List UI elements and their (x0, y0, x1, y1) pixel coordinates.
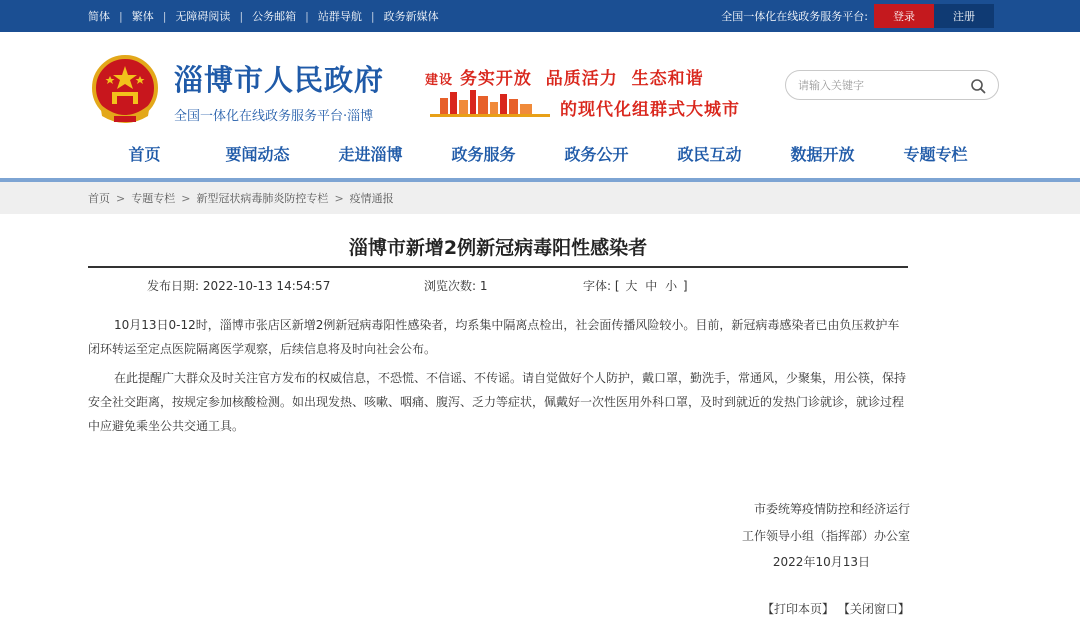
print-button[interactable]: 【打印本页】 (762, 602, 835, 616)
slogan-prefix: 建设 (425, 73, 454, 88)
link-traditional[interactable]: 繁体 (131, 10, 154, 23)
signature-line-1: 市委统筹疫情防控和经济运行 (753, 502, 910, 516)
nav-news[interactable]: 要闻动态 (225, 145, 290, 164)
register-button[interactable]: 注册 (934, 4, 994, 28)
login-button[interactable]: 登录 (874, 4, 934, 28)
national-emblem-icon (90, 54, 160, 128)
slogan-line-2: 的现代化组群式大城市 (560, 100, 740, 120)
title-divider (88, 266, 908, 268)
views-value: 1 (479, 279, 488, 293)
search-input[interactable] (798, 77, 968, 94)
font-label: 字体: (583, 279, 612, 293)
signature-line-2: 工作领导小组（指挥部）办公室 (741, 529, 910, 543)
breadcrumb (88, 190, 394, 206)
font-size-selector (583, 277, 688, 294)
close-window-button[interactable]: 【关闭窗口】 (837, 602, 910, 616)
link-site-navigation[interactable]: 站群导航 (317, 10, 362, 23)
font-bracket-open: [ (614, 279, 620, 293)
separator: | (119, 9, 123, 23)
nav-topics[interactable]: 专题专栏 (903, 145, 968, 164)
city-skyline-icon (430, 88, 550, 118)
site-title[interactable]: 淄博市人民政府 (174, 63, 385, 97)
main-nav (88, 140, 992, 172)
slogan-line-1 (425, 64, 704, 89)
article-title: 淄博市新增2例新冠病毒阳性感染者 (348, 237, 648, 259)
nav-open-data[interactable]: 数据开放 (790, 145, 855, 164)
link-new-media[interactable]: 政务新媒体 (383, 10, 439, 23)
breadcrumb-separator: > (334, 191, 344, 205)
nav-interaction[interactable]: 政民互动 (677, 145, 742, 164)
top-links (88, 0, 439, 32)
nav-services[interactable]: 政务服务 (451, 145, 516, 164)
date-value: 2022-10-13 14:54:57 (202, 279, 331, 293)
site-subtitle: 全国一体化在线政务服务平台·淄博 (174, 109, 374, 124)
search-box[interactable] (785, 70, 999, 100)
article-tools (762, 600, 910, 617)
link-simplified[interactable]: 简体 (88, 10, 110, 23)
font-small-button[interactable]: 小 (665, 279, 678, 293)
platform-label: 全国一体化在线政务服务平台: (721, 10, 868, 23)
link-official-mail[interactable]: 公务邮箱 (252, 10, 297, 23)
nav-about-zibo[interactable]: 走进淄博 (338, 145, 403, 164)
font-medium-button[interactable]: 中 (645, 279, 658, 293)
breadcrumb-epidemic-report[interactable]: 疫情通报 (349, 192, 394, 205)
slogan-part-c: 生态和谐 (631, 69, 704, 89)
signature-date: 2022年10月13日 (772, 555, 870, 569)
view-count (424, 277, 488, 294)
date-label: 发布日期: (147, 279, 200, 293)
font-bracket-close: ] (682, 279, 688, 293)
breadcrumb-home[interactable]: 首页 (88, 192, 110, 205)
font-large-button[interactable]: 大 (625, 279, 638, 293)
separator: | (162, 9, 167, 23)
article-paragraph-1: 10月13日0-12时，淄博市张店区新增2例新冠病毒阳性感染者，均系集中隔离点检出，社会面传播风险较小。目前，新冠病毒感染者已由负压救护车闭环转运至定点医院隔离医学观察，后续信息将及时向社会公布。 (88, 318, 900, 356)
breadcrumb-covid-column[interactable]: 新型冠状病毒肺炎防控专栏 (196, 192, 329, 205)
separator: | (305, 9, 309, 23)
separator: | (370, 9, 375, 23)
article-paragraph-2: 在此提醒广大群众及时关注官方发布的权威信息，不恐慌、不信谣、不传谣。请自觉做好个人防护，戴口罩，勤洗手，常通风，少聚集，用公筷，保持安全社交距离，按规定参加核酸检测。如出现发热、咳嗽、咽痛、腹泻、乏力等症状，佩戴好一次性医用外科口罩，及时到就近的发热门诊就诊，就诊过程中应避免乘坐公共交通工具。 (88, 371, 907, 433)
slogan-part-b: 品质活力 (545, 69, 618, 89)
breadcrumb-topics[interactable]: 专题专栏 (131, 192, 176, 205)
separator: | (239, 9, 244, 23)
nav-disclosure[interactable]: 政务公开 (564, 145, 629, 164)
link-accessibility[interactable]: 无障碍阅读 (175, 10, 231, 23)
views-label: 浏览次数: (424, 279, 477, 293)
slogan-part-a: 务实开放 (459, 69, 532, 89)
account-area (721, 3, 994, 29)
nav-home[interactable]: 首页 (128, 145, 161, 164)
breadcrumb-separator: > (116, 191, 126, 205)
publish-date (147, 277, 330, 294)
breadcrumb-separator: > (181, 191, 191, 205)
search-icon[interactable] (970, 78, 986, 94)
